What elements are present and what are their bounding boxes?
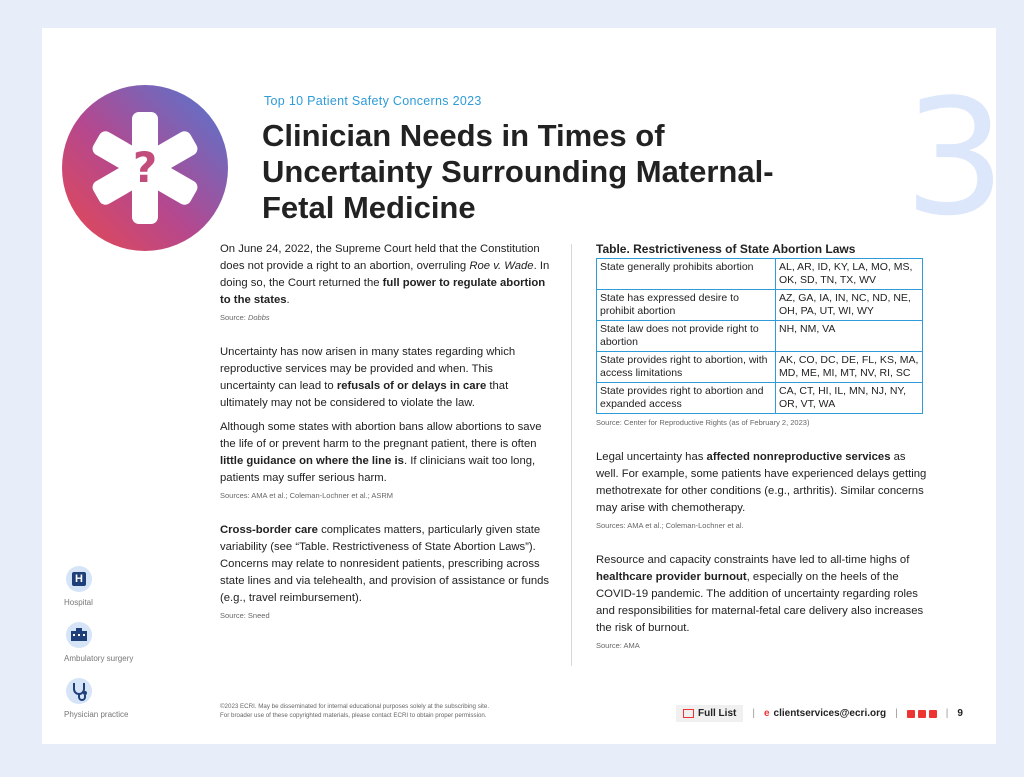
- law-category-cell: State provides right to abortion and expanded access: [597, 383, 776, 414]
- medical-star-icon: [62, 85, 228, 251]
- sidebar-item-ambulatory-surgery: Ambulatory surgery: [64, 622, 174, 663]
- social-links: [907, 710, 937, 718]
- law-category-cell: State provides right to abortion, with access limitations: [597, 352, 776, 383]
- instagram-icon[interactable]: [929, 710, 937, 718]
- states-cell: NH, NM, VA: [776, 321, 923, 352]
- source-note: Source: Sneed: [220, 611, 270, 620]
- table-title: Table. Restrictiveness of State Abortion Laws: [596, 242, 856, 256]
- law-category-cell: State law does not provide right to abortion: [597, 321, 776, 352]
- sidebar-item-hospital: H Hospital: [64, 566, 174, 607]
- paragraph-burnout: Resource and capacity constraints have led to all-time highs of healthcare provider burnout, especially on the heels of the COVID-19 pandemic. The addition of uncertainty regarding roles and responsibilities for maternal-fetal care delivery also increases the risk of burnout.: [596, 554, 924, 634]
- full-list-button[interactable]: Full List: [676, 705, 743, 722]
- table-row: [597, 383, 923, 414]
- paragraph-dobbs: On June 24, 2022, the Supreme Court held that the Constitution does not provide a right to an abortion, overruling Roe v. Wade. In doing so, the Court returned the full power to regulate abortion to the states.: [220, 243, 550, 306]
- abortion-law-table: [596, 258, 923, 414]
- page-number: 9: [957, 708, 963, 719]
- right-column: [596, 241, 930, 654]
- source-note: Source: AMA: [596, 641, 640, 650]
- paragraph-nonreproductive: Legal uncertainty has affected nonreproductive services as well. For example, some patients have experienced delays getting methotrexate for other conditions (e.g., arthritis). Similar concerns may arise with chemotherapy.: [596, 451, 927, 514]
- source-note: Sources: AMA et al.; Coleman-Lochner et al.; ASRM: [220, 491, 393, 500]
- report-series-label: Top 10 Patient Safety Concerns 2023: [264, 94, 482, 108]
- ecri-e-icon: e: [763, 708, 770, 719]
- email-link[interactable]: e clientservices@ecri.org: [763, 708, 887, 719]
- law-category-cell: State generally prohibits abortion: [597, 259, 776, 290]
- list-icon: [683, 709, 694, 718]
- states-cell: AK, CO, DC, DE, FL, KS, MA, MD, ME, MI, MT, NV, RI, SC: [776, 352, 923, 383]
- source-note: Sources: AMA et al.; Coleman-Lochner et al.: [596, 521, 744, 530]
- linkedin-icon[interactable]: [907, 710, 915, 718]
- footer-nav: Full List | e clientservices@ecri.org | | 9: [676, 705, 963, 722]
- ambulatory-surgery-icon: [66, 622, 92, 648]
- question-mark: ?: [132, 143, 158, 192]
- states-cell: CA, CT, HI, IL, MN, NJ, NY, OR, VT, WA: [776, 383, 923, 414]
- law-category-cell: State has expressed desire to prohibit abortion: [597, 290, 776, 321]
- table-source: Source: Center for Reproductive Rights (as of February 2, 2023): [596, 418, 810, 427]
- paragraph-guidance: Although some states with abortion bans allow abortions to save the life of or prevent harm to the pregnant patient, there is often little guidance on where the line is. If clinicians wait too long, patients may suffer serious harm.: [220, 421, 542, 484]
- table-row: [597, 321, 923, 352]
- table-row: [597, 352, 923, 383]
- hospital-icon: H: [66, 566, 92, 592]
- source-note: Source: Dobbs: [220, 313, 270, 322]
- facebook-icon[interactable]: [918, 710, 926, 718]
- concern-number: 3: [904, 64, 1006, 251]
- sidebar-item-physician-practice: Physician practice: [64, 678, 174, 719]
- states-cell: AL, AR, ID, KY, LA, MO, MS, OK, SD, TN, TX, WV: [776, 259, 923, 290]
- column-divider: [571, 244, 572, 666]
- states-cell: AZ, GA, IA, IN, NC, ND, NE, OH, PA, UT, WI, WY: [776, 290, 923, 321]
- left-column: [220, 241, 550, 624]
- medical-star-badge: [62, 85, 228, 251]
- page-title: Clinician Needs in Times of Uncertainty Surrounding Maternal-Fetal Medicine: [262, 118, 774, 225]
- copyright-notice: ©2023 ECRI. May be disseminated for internal educational purposes solely at the subscribing site. For broader use of these copyrighted materials, please contact ECRI to obtain proper permission.: [220, 703, 490, 719]
- stethoscope-icon: [66, 678, 92, 704]
- paragraph-uncertainty: Uncertainty has now arisen in many states regarding which reproductive services may be provided and when. This uncertainty can lead to refusals of or delays in care that ultimately may not be considered to violate the law.: [220, 346, 516, 409]
- table-row: [597, 259, 923, 290]
- table-row: [597, 290, 923, 321]
- paragraph-cross-border: Cross-border care complicates matters, particularly given state variability (see “Table. Restrictiveness of State Abortion Laws”). Concerns may relate to nonresident patients, prescribing across state lines and via telehealth, and provision of assistance or funds (e.g., travel reimbursement).: [220, 524, 550, 604]
